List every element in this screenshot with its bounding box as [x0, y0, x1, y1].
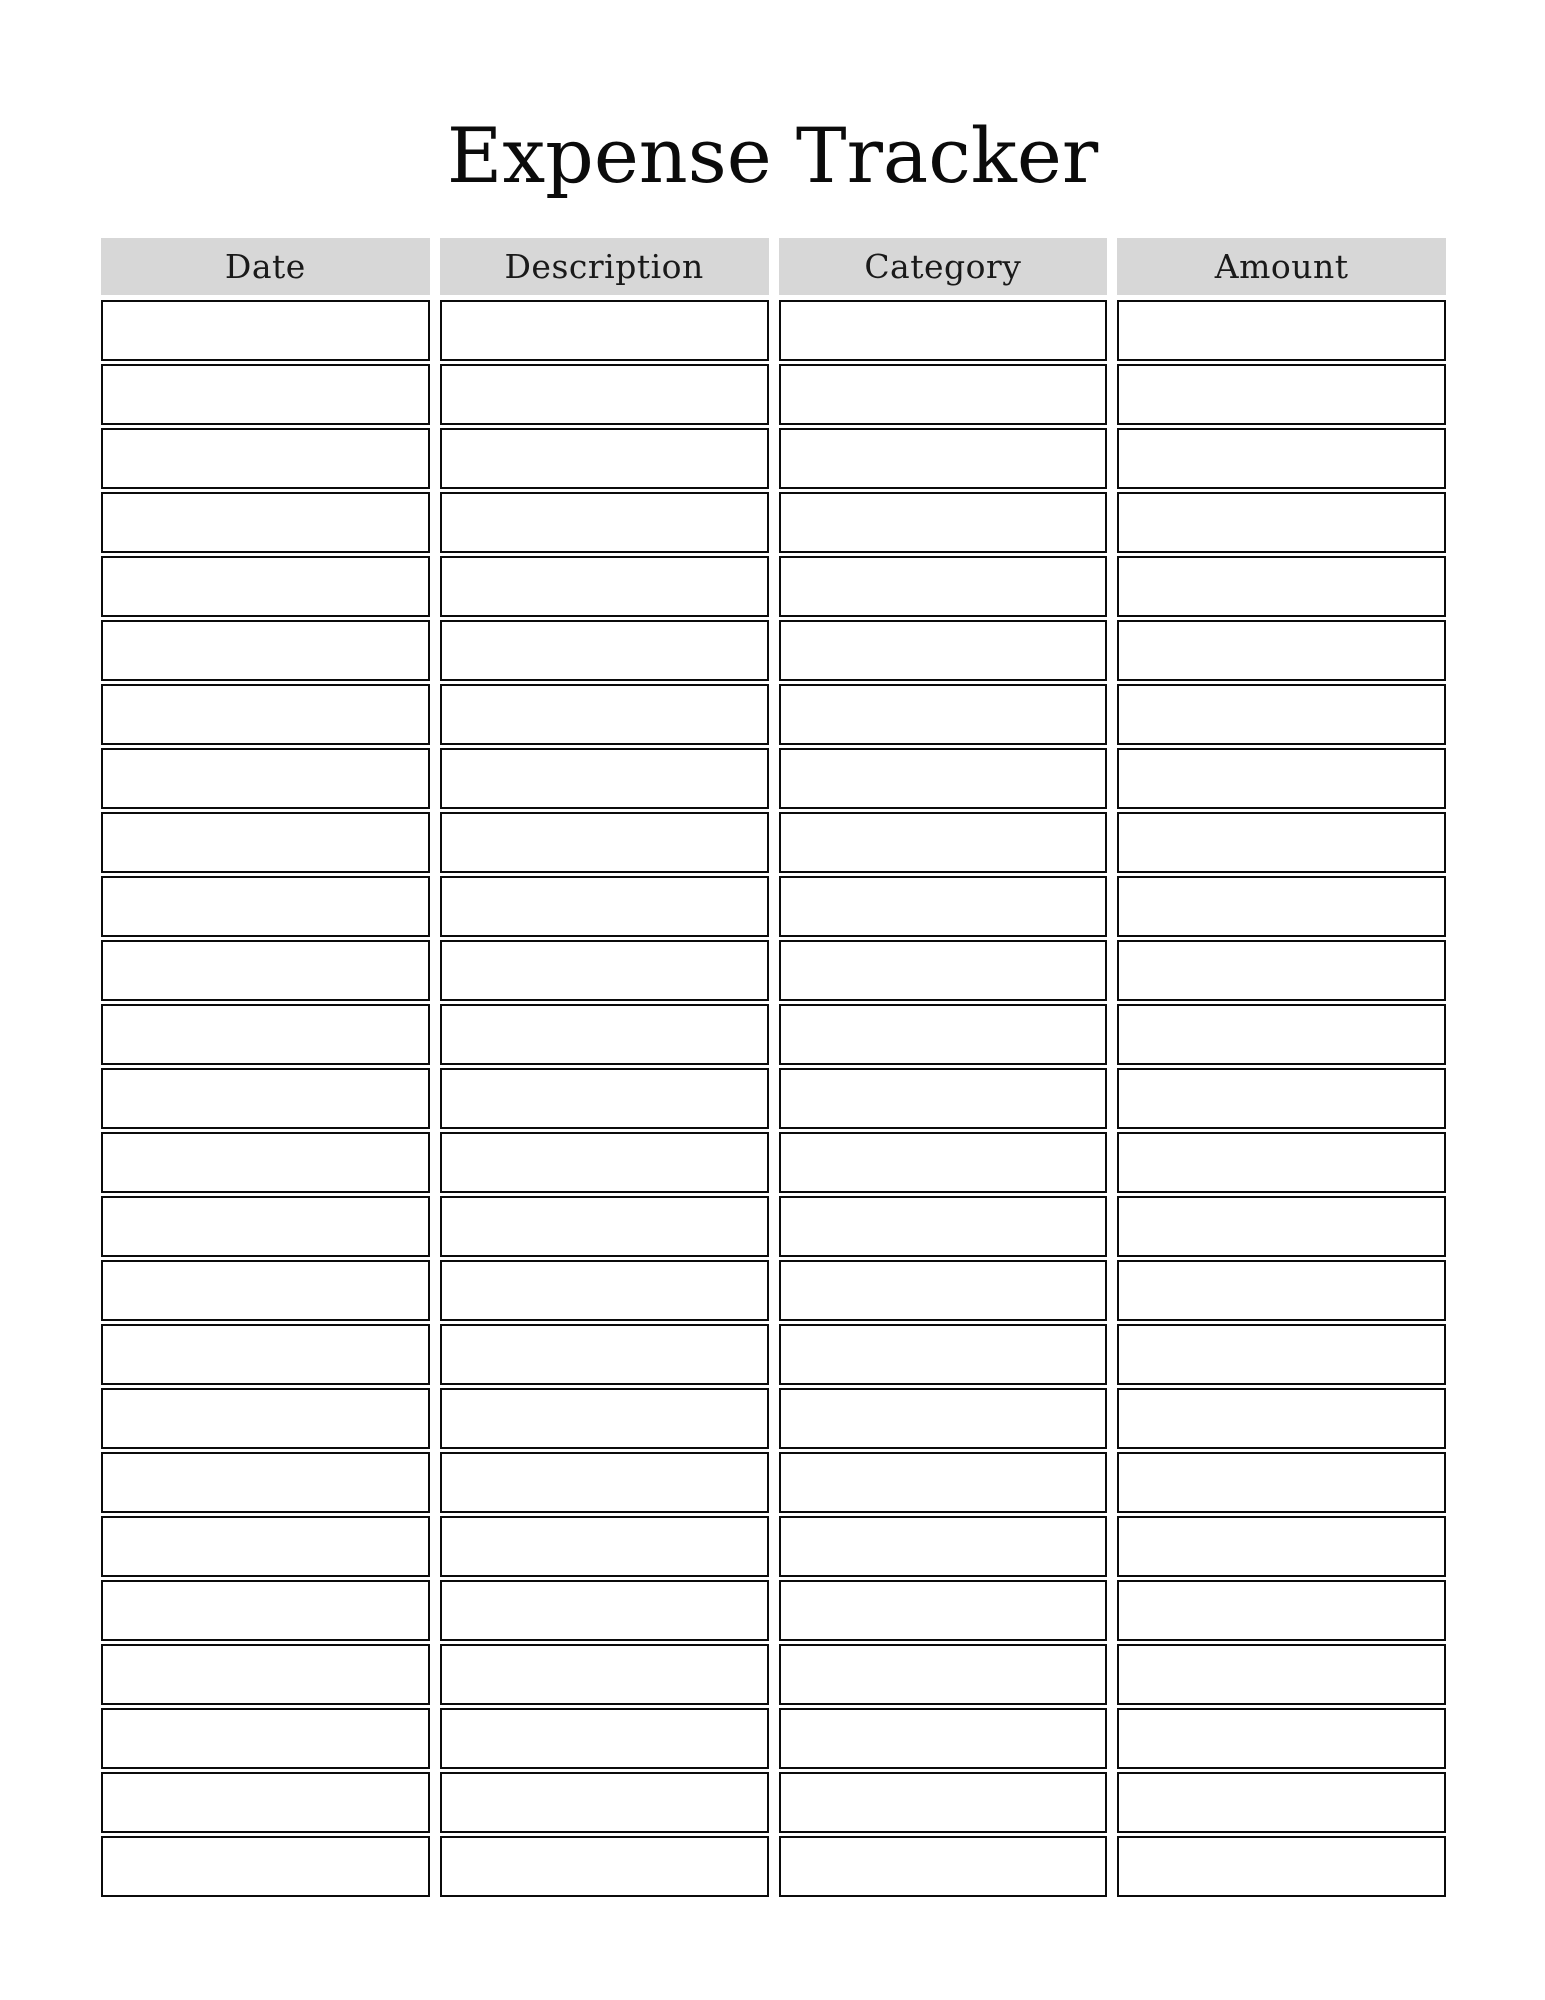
expense-entry-cell[interactable] [440, 556, 769, 617]
expense-entry-cell[interactable] [1117, 1324, 1446, 1385]
column-header-category [779, 238, 1108, 295]
expense-entry-cell[interactable] [101, 620, 430, 681]
expense-entry-cell[interactable] [440, 1004, 769, 1065]
expense-entry-cell[interactable] [101, 684, 430, 745]
expense-entry-cell[interactable] [440, 1132, 769, 1193]
expense-entry-cell[interactable] [779, 1772, 1108, 1833]
expense-entry-cell[interactable] [440, 1068, 769, 1129]
expense-entry-cell[interactable] [101, 1388, 430, 1449]
expense-entry-cell[interactable] [1117, 1516, 1446, 1577]
expense-entry-cell[interactable] [779, 1004, 1108, 1065]
expense-entry-cell[interactable] [440, 1836, 769, 1897]
expense-entry-cell[interactable] [101, 1708, 430, 1769]
expense-entry-cell[interactable] [101, 300, 430, 361]
expense-entry-cell[interactable] [1117, 1836, 1446, 1897]
expense-entry-cell[interactable] [779, 1260, 1108, 1321]
expense-entry-cell[interactable] [1117, 1260, 1446, 1321]
expense-entry-cell[interactable] [779, 620, 1108, 681]
expense-entry-cell[interactable] [101, 1580, 430, 1641]
expense-entry-cell[interactable] [440, 364, 769, 425]
expense-entry-cell[interactable] [440, 1260, 769, 1321]
column-date [101, 238, 430, 1897]
expense-entry-cell[interactable] [440, 748, 769, 809]
expense-entry-cell[interactable] [440, 1580, 769, 1641]
expense-entry-cell[interactable] [440, 1324, 769, 1385]
column-header-description [440, 238, 769, 295]
column-header-label: Description [504, 247, 704, 286]
expense-entry-cell[interactable] [101, 748, 430, 809]
column-cells-category [779, 300, 1108, 1897]
expense-entry-cell[interactable] [1117, 1644, 1446, 1705]
expense-entry-cell[interactable] [440, 1516, 769, 1577]
expense-entry-cell[interactable] [779, 492, 1108, 553]
expense-entry-cell[interactable] [440, 1196, 769, 1257]
column-header-label: Amount [1214, 247, 1349, 286]
expense-entry-cell[interactable] [1117, 1772, 1446, 1833]
expense-entry-cell[interactable] [779, 1388, 1108, 1449]
expense-entry-cell[interactable] [1117, 556, 1446, 617]
expense-entry-cell[interactable] [779, 1644, 1108, 1705]
column-header-label: Date [224, 247, 306, 286]
expense-entry-cell[interactable] [440, 812, 769, 873]
column-cells-description [440, 300, 769, 1897]
expense-entry-cell[interactable] [101, 492, 430, 553]
column-header-label: Category [864, 247, 1022, 286]
expense-entry-cell[interactable] [779, 876, 1108, 937]
expense-entry-cell[interactable] [101, 1324, 430, 1385]
expense-entry-cell[interactable] [1117, 812, 1446, 873]
column-amount [1117, 238, 1446, 1897]
expense-entry-cell[interactable] [1117, 1068, 1446, 1129]
expense-entry-cell[interactable] [1117, 1452, 1446, 1513]
expense-entry-cell[interactable] [101, 1644, 430, 1705]
expense-entry-cell[interactable] [779, 748, 1108, 809]
expense-entry-cell[interactable] [779, 812, 1108, 873]
expense-entry-cell[interactable] [440, 684, 769, 745]
expense-entry-cell[interactable] [101, 1836, 430, 1897]
expense-entry-cell[interactable] [779, 556, 1108, 617]
expense-entry-cell[interactable] [440, 428, 769, 489]
expense-entry-cell[interactable] [779, 1452, 1108, 1513]
expense-entry-cell[interactable] [101, 1772, 430, 1833]
expense-entry-cell[interactable] [779, 1580, 1108, 1641]
expense-entry-cell[interactable] [101, 1516, 430, 1577]
expense-entry-cell[interactable] [1117, 620, 1446, 681]
expense-entry-cell[interactable] [440, 876, 769, 937]
expense-entry-cell[interactable] [779, 1516, 1108, 1577]
expense-entry-cell[interactable] [1117, 748, 1446, 809]
expense-entry-cell[interactable] [779, 1068, 1108, 1129]
expense-entry-cell[interactable] [440, 1388, 769, 1449]
expense-entry-cell[interactable] [101, 428, 430, 489]
expense-table [101, 238, 1446, 1897]
expense-entry-cell[interactable] [1117, 1196, 1446, 1257]
expense-entry-cell[interactable] [779, 300, 1108, 361]
expense-entry-cell[interactable] [1117, 492, 1446, 553]
expense-entry-cell[interactable] [1117, 1580, 1446, 1641]
expense-entry-cell[interactable] [1117, 1004, 1446, 1065]
column-cells-amount [1117, 300, 1446, 1897]
page-title: Expense Tracker [446, 111, 1099, 200]
column-description [440, 238, 769, 1897]
expense-entry-cell[interactable] [1117, 684, 1446, 745]
column-cells-date [101, 300, 430, 1897]
expense-entry-cell[interactable] [779, 428, 1108, 489]
expense-entry-cell[interactable] [440, 492, 769, 553]
expense-entry-cell[interactable] [440, 1644, 769, 1705]
expense-entry-cell[interactable] [1117, 428, 1446, 489]
expense-entry-cell[interactable] [101, 940, 430, 1001]
expense-entry-cell[interactable] [779, 1132, 1108, 1193]
expense-entry-cell[interactable] [779, 1196, 1108, 1257]
expense-entry-cell[interactable] [1117, 300, 1446, 361]
expense-entry-cell[interactable] [101, 1004, 430, 1065]
expense-entry-cell[interactable] [440, 1708, 769, 1769]
expense-entry-cell[interactable] [440, 620, 769, 681]
column-header-amount [1117, 238, 1446, 295]
expense-entry-cell[interactable] [440, 940, 769, 1001]
expense-entry-cell[interactable] [1117, 1388, 1446, 1449]
expense-entry-cell[interactable] [779, 684, 1108, 745]
expense-entry-cell[interactable] [779, 1836, 1108, 1897]
expense-entry-cell[interactable] [101, 1068, 430, 1129]
expense-entry-cell[interactable] [440, 1772, 769, 1833]
expense-entry-cell[interactable] [101, 364, 430, 425]
expense-entry-cell[interactable] [779, 364, 1108, 425]
expense-entry-cell[interactable] [101, 556, 430, 617]
expense-entry-cell[interactable] [1117, 1132, 1446, 1193]
expense-entry-cell[interactable] [779, 1708, 1108, 1769]
expense-entry-cell[interactable] [101, 1196, 430, 1257]
expense-entry-cell[interactable] [1117, 876, 1446, 937]
expense-entry-cell[interactable] [101, 1260, 430, 1321]
expense-entry-cell[interactable] [1117, 940, 1446, 1001]
expense-entry-cell[interactable] [440, 300, 769, 361]
expense-entry-cell[interactable] [779, 1324, 1108, 1385]
column-category [779, 238, 1108, 1897]
expense-entry-cell[interactable] [1117, 1708, 1446, 1769]
expense-entry-cell[interactable] [101, 1132, 430, 1193]
expense-entry-cell[interactable] [101, 812, 430, 873]
expense-entry-cell[interactable] [779, 940, 1108, 1001]
column-header-date [101, 238, 430, 295]
expense-entry-cell[interactable] [440, 1452, 769, 1513]
expense-entry-cell[interactable] [101, 876, 430, 937]
expense-entry-cell[interactable] [1117, 364, 1446, 425]
expense-entry-cell[interactable] [101, 1452, 430, 1513]
